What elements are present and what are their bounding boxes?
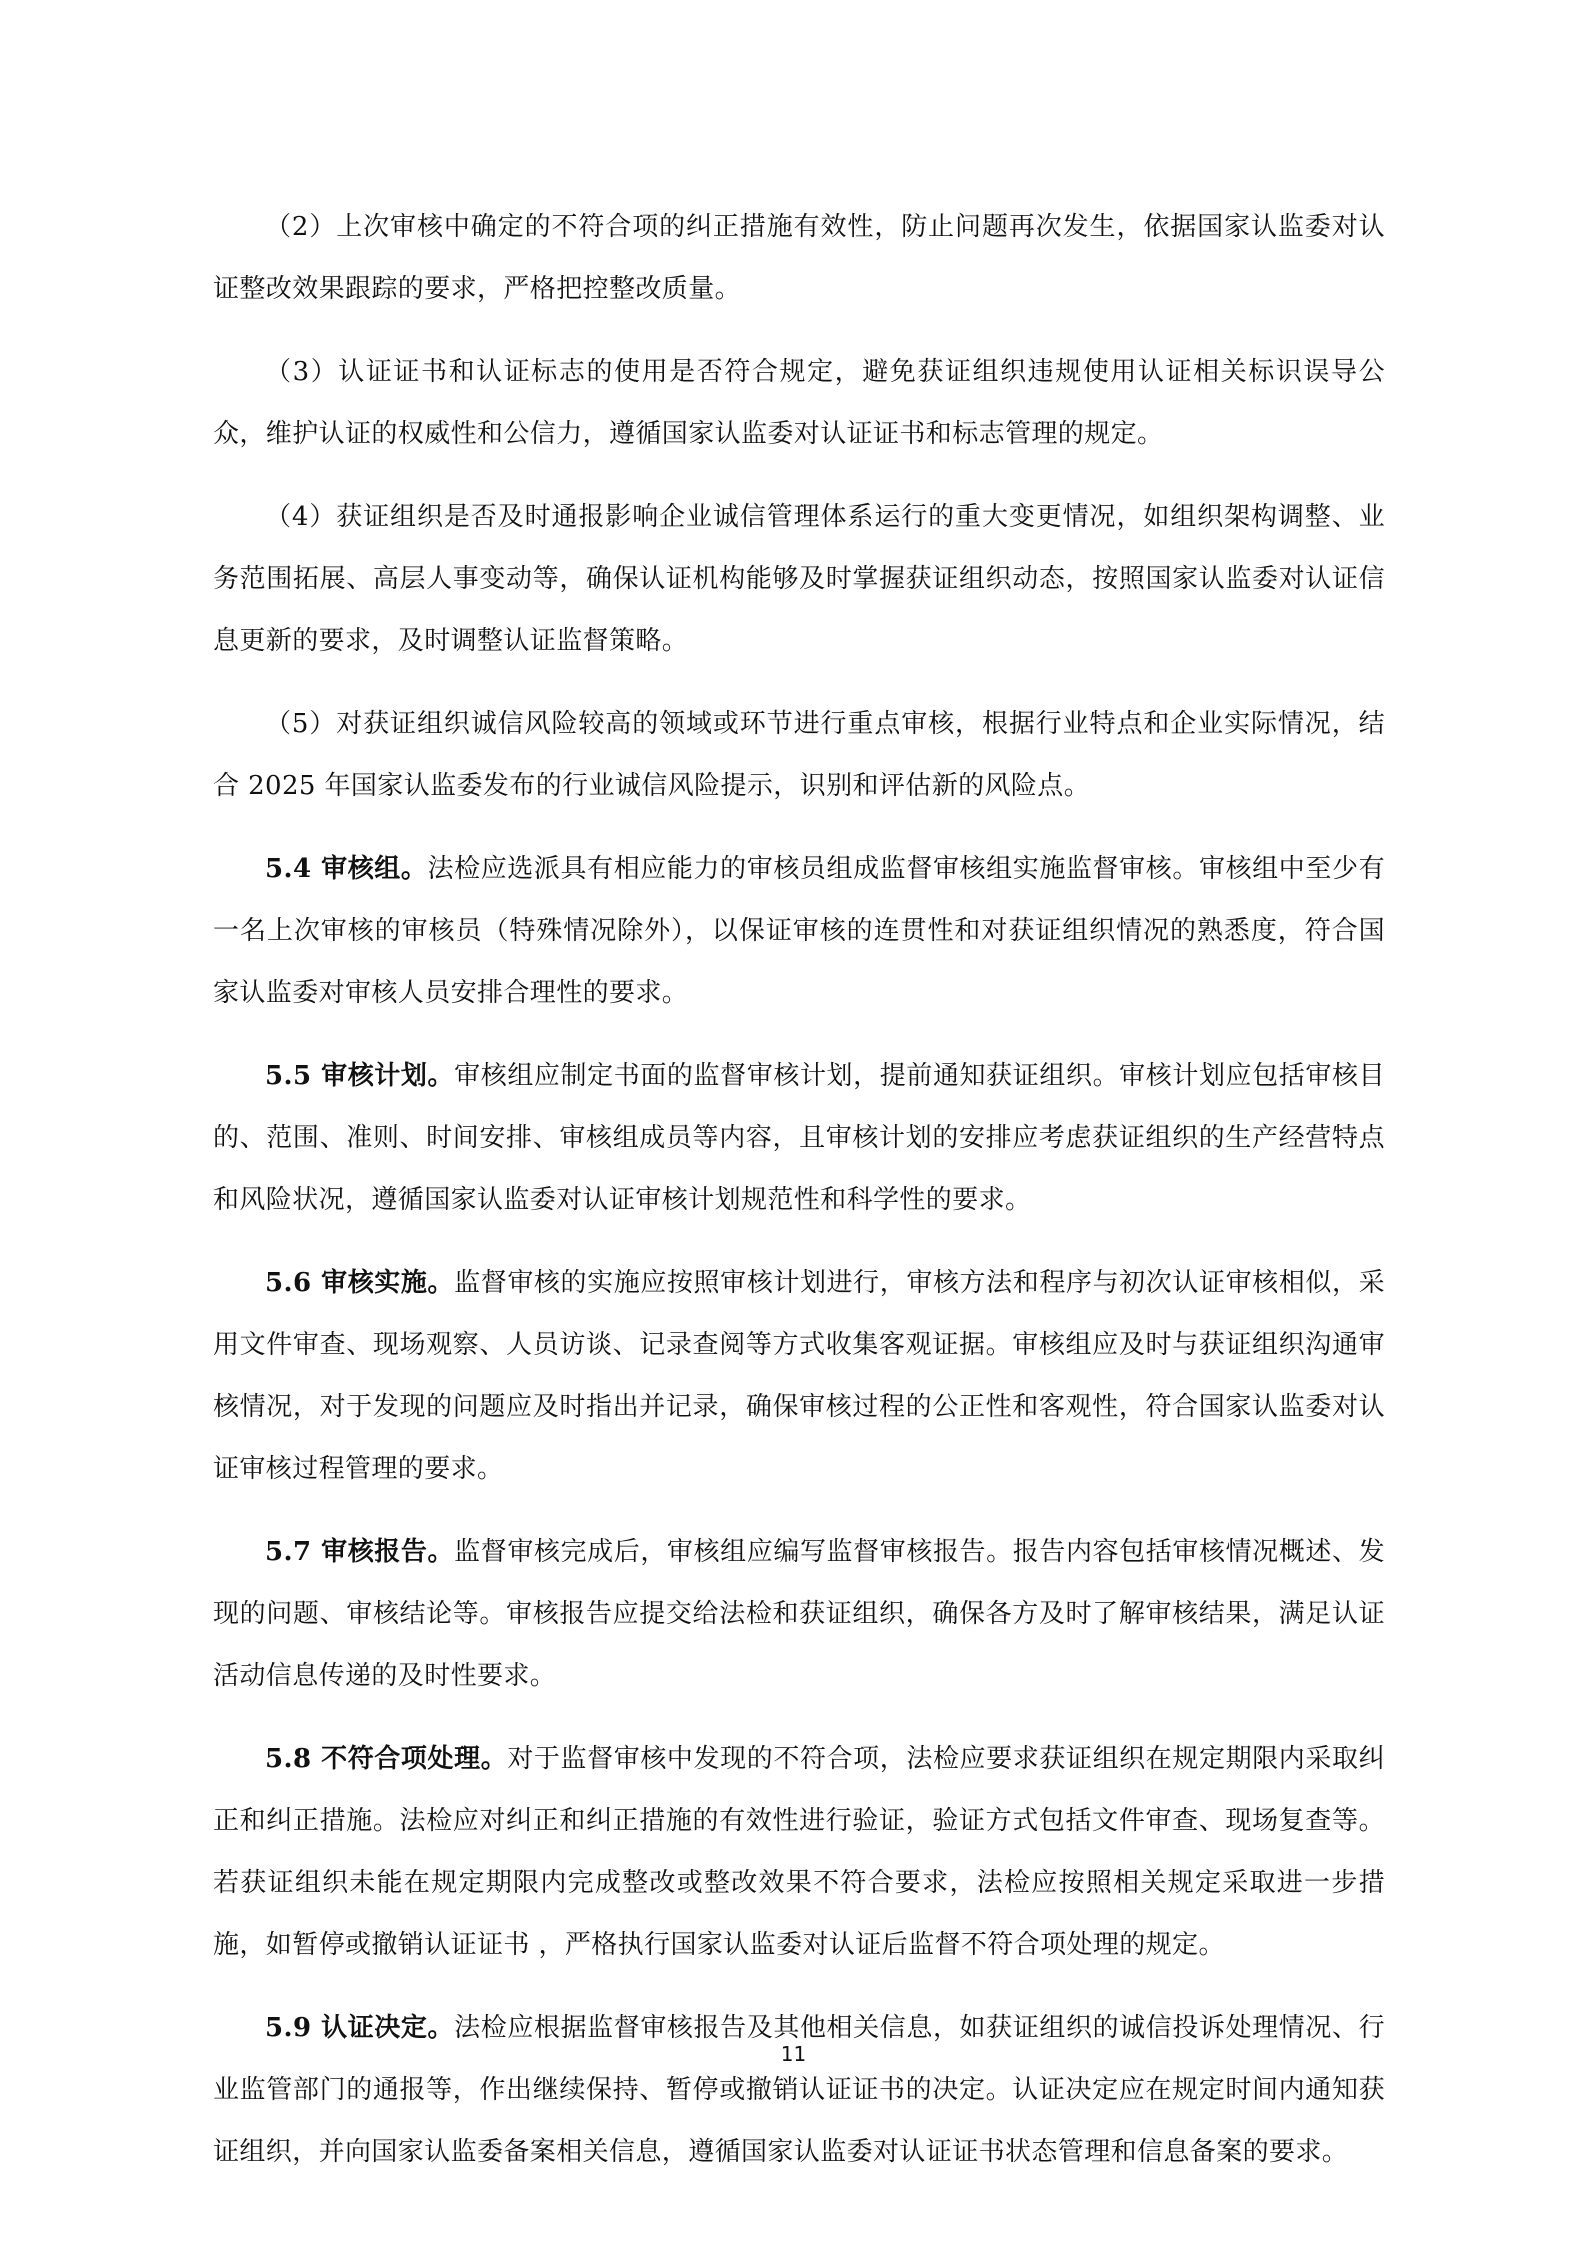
section-text: 对于监督审核中发现的不符合项，法检应要求获证组织在规定期限内采取纠正和纠正措施。法检应对纠正和纠正措施的有效性进行验证，验证方式包括文件审查、现场复查等。若获证组织未能在规定期限内完成整改或整改效果不符合要求，法检应按照相关规定采取进一步措施，如暂停或撤销认证证书 ，严格执行国家认监委对认证后监督不符合项处理的规定。 [213, 1744, 1386, 1960]
paragraph-text: （3）认证证书和认证标志的使用是否符合规定，避免获证组织违规使用认证相关标识误导公众，维护认证的权威性和公信力，遵循国家认监委对认证证书和标志管理的规定。 [213, 357, 1385, 449]
section-text: 审核组应制定书面的监督审核计划，提前通知获证组织。审核计划应包括审核目的、范围、准则、时间安排、审核组成员等内容，且审核计划的安排应考虑获证组织的生产经营特点和风险状况，遵循国家认监委对认证审核计划规范性和科学性的要求。 [213, 1061, 1385, 1215]
section-heading: 5.4 审核组。 [265, 854, 428, 884]
paragraph-item-2 [213, 196, 1385, 320]
paragraph-item-5 [213, 693, 1385, 817]
section-5-8-nonconformity-handling [213, 1728, 1385, 1976]
section-heading: 5.6 审核实施。 [265, 1268, 455, 1298]
page-number: 11 [780, 2042, 807, 2066]
paragraph-text: （4）获证组织是否及时通报影响企业诚信管理体系运行的重大变更情况，如组织架构调整、业务范围拓展、高层人事变动等，确保认证机构能够及时掌握获证组织动态，按照国家认监委对认证信息更新的要求，及时调整认证监督策略。 [213, 502, 1385, 656]
section-heading: 5.5 审核计划。 [265, 1061, 455, 1091]
section-heading: 5.7 审核报告。 [265, 1537, 455, 1567]
section-5-7-audit-report [213, 1521, 1385, 1707]
section-heading: 5.9 认证决定。 [265, 2013, 455, 2043]
paragraph-text: （2）上次审核中确定的不符合项的纠正措施有效性，防止问题再次发生，依据国家认监委对认证整改效果跟踪的要求，严格把控整改质量。 [213, 212, 1385, 304]
section-5-4-audit-team [213, 838, 1385, 1024]
section-5-6-audit-implementation [213, 1252, 1385, 1500]
section-text: 法检应选派具有相应能力的审核员组成监督审核组实施监督审核。审核组中至少有一名上次审核的审核员（特殊情况除外），以保证审核的连贯性和对获证组织情况的熟悉度，符合国家认监委对审核人员安排合理性的要求。 [213, 854, 1385, 1008]
section-text: 监督审核完成后，审核组应编写监督审核报告。报告内容包括审核情况概述、发现的问题、审核结论等。审核报告应提交给法检和获证组织，确保各方及时了解审核结果，满足认证活动信息传递的及时性要求。 [213, 1537, 1385, 1691]
section-text: 监督审核的实施应按照审核计划进行，审核方法和程序与初次认证审核相似，采用文件审查、现场观察、人员访谈、记录查阅等方式收集客观证据。审核组应及时与获证组织沟通审核情况，对于发现的问题应及时指出并记录，确保审核过程的公正性和客观性，符合国家认监委对认证审核过程管理的要求。 [213, 1268, 1385, 1484]
section-5-9-certification-decision [213, 1997, 1385, 2183]
paragraph-item-3 [213, 341, 1385, 465]
document-body [213, 196, 1385, 2204]
paragraph-text: （5）对获证组织诚信风险较高的领域或环节进行重点审核，根据行业特点和企业实际情况，结合 2025 年国家认监委发布的行业诚信风险提示，识别和评估新的风险点。 [213, 709, 1385, 801]
paragraph-item-4 [213, 486, 1385, 672]
section-heading: 5.8 不符合项处理。 [265, 1744, 508, 1774]
section-5-5-audit-plan [213, 1045, 1385, 1231]
section-text: 法检应根据监督审核报告及其他相关信息，如获证组织的诚信投诉处理情况、行业监管部门的通报等，作出继续保持、暂停或撤销认证证书的决定。认证决定应在规定时间内通知获证组织，并向国家认监委备案相关信息，遵循国家认监委对认证证书状态管理和信息备案的要求。 [213, 2013, 1385, 2167]
